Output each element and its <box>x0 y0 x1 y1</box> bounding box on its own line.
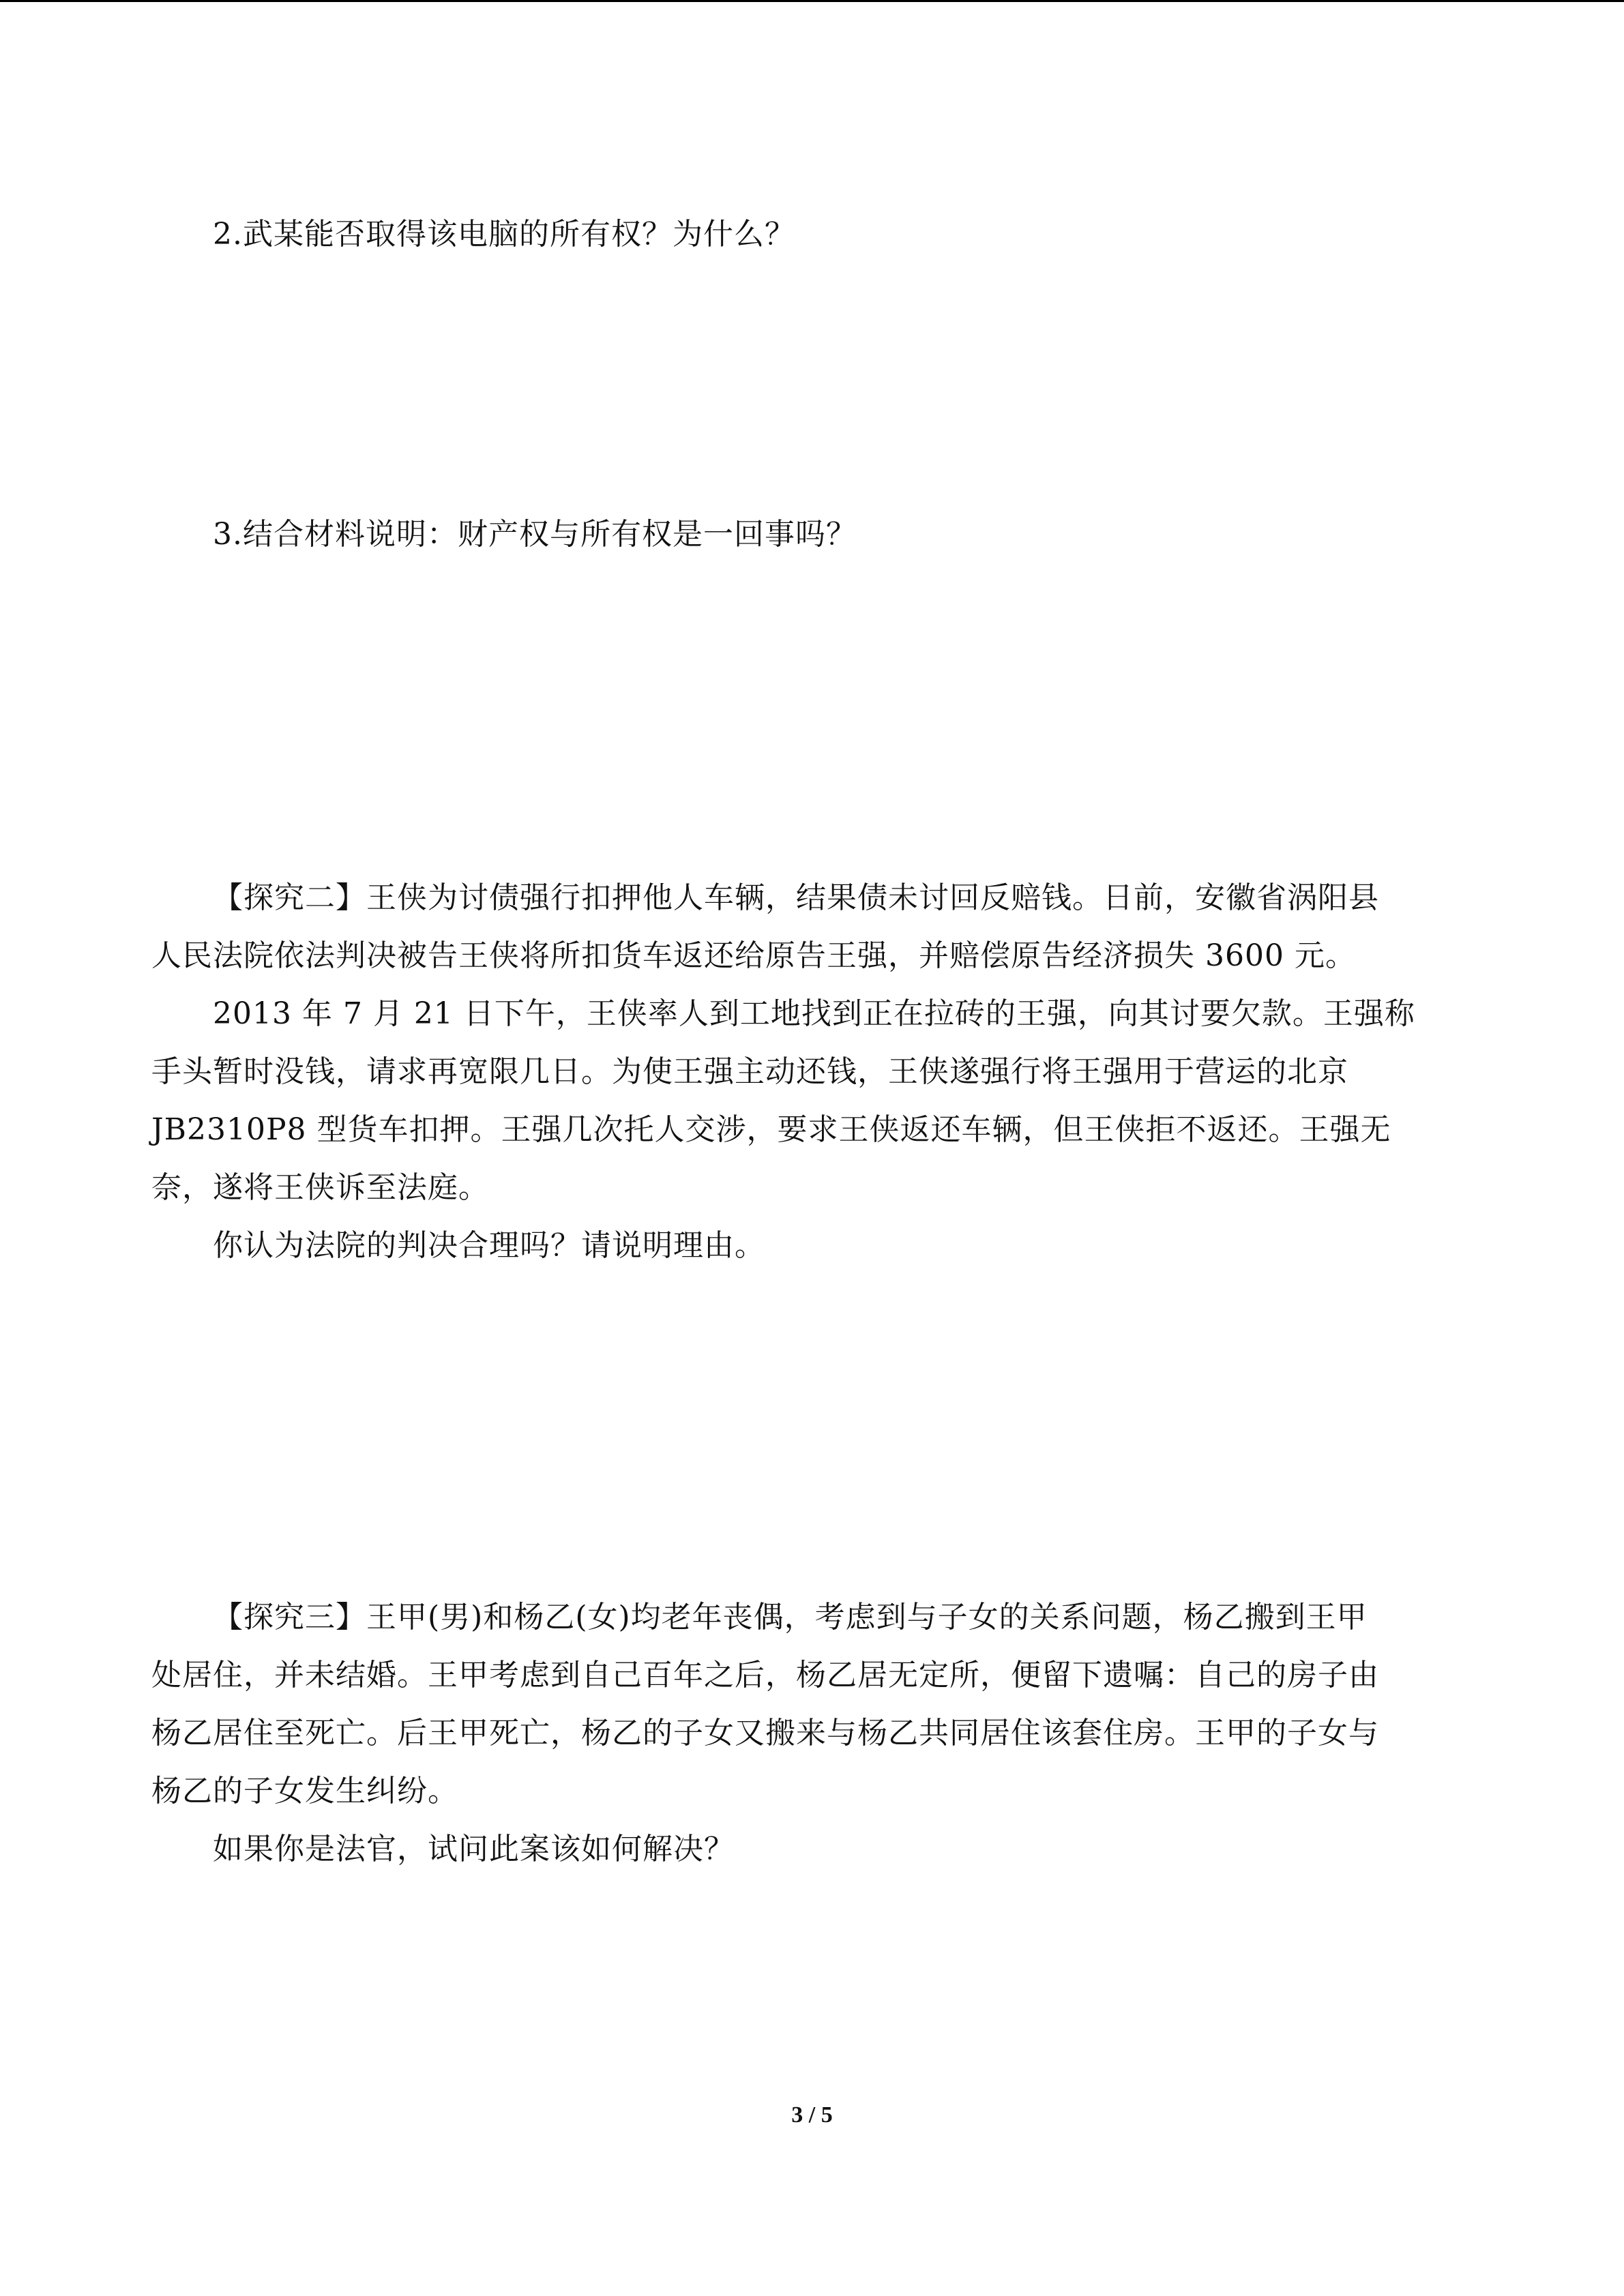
inquiry-2-line-6: 奈，遂将王侠诉至法庭。 <box>151 1170 489 1205</box>
inquiry-2-line-1: 【探究二】王侠为讨债强行扣押他人车辆，结果债未讨回反赔钱。日前，安徽省涡阳县 <box>213 880 1379 915</box>
page-number: 3 / 5 <box>791 2102 833 2128</box>
question-3: 3.结合材料说明：财产权与所有权是一回事吗？ <box>213 517 857 552</box>
inquiry-2-question: 你认为法院的判决合理吗？请说明理由。 <box>213 1228 765 1263</box>
inquiry-2-line-2: 人民法院依法判决被告王侠将所扣货车返还给原告王强，并赔偿原告经济损失 3600 元。 <box>151 938 1356 973</box>
inquiry-3-question: 如果你是法官，试问此案该如何解决？ <box>213 1832 735 1866</box>
inquiry-2-line-5: JB2310P8 型货车扣押。王强几次托人交涉，要求王侠返还车辆，但王侠拒不返还。王强无 <box>151 1112 1391 1147</box>
inquiry-3-line-1: 【探究三】王甲(男)和杨乙(女)均老年丧偶，考虑到与子女的关系问题，杨乙搬到王甲 <box>213 1600 1368 1635</box>
inquiry-3-line-2: 处居住，并未结婚。王甲考虑到自己百年之后，杨乙居无定所，便留下遗嘱：自己的房子由 <box>151 1658 1379 1693</box>
inquiry-3-line-4: 杨乙的子女发生纠纷。 <box>151 1774 458 1808</box>
inquiry-2-line-3: 2013 年 7 月 21 日下午，王侠率人到工地找到正在拉砖的王强，向其讨要欠款。王强称 <box>213 996 1415 1031</box>
question-2: 2.武某能否取得该电脑的所有权？为什么？ <box>213 217 795 252</box>
inquiry-3-line-3: 杨乙居住至死亡。后王甲死亡，杨乙的子女又搬来与杨乙共同居住该套住房。王甲的子女与 <box>151 1716 1379 1750</box>
inquiry-2-line-4: 手头暂时没钱，请求再宽限几日。为使王强主动还钱，王侠遂强行将王强用于营运的北京 <box>151 1054 1348 1089</box>
